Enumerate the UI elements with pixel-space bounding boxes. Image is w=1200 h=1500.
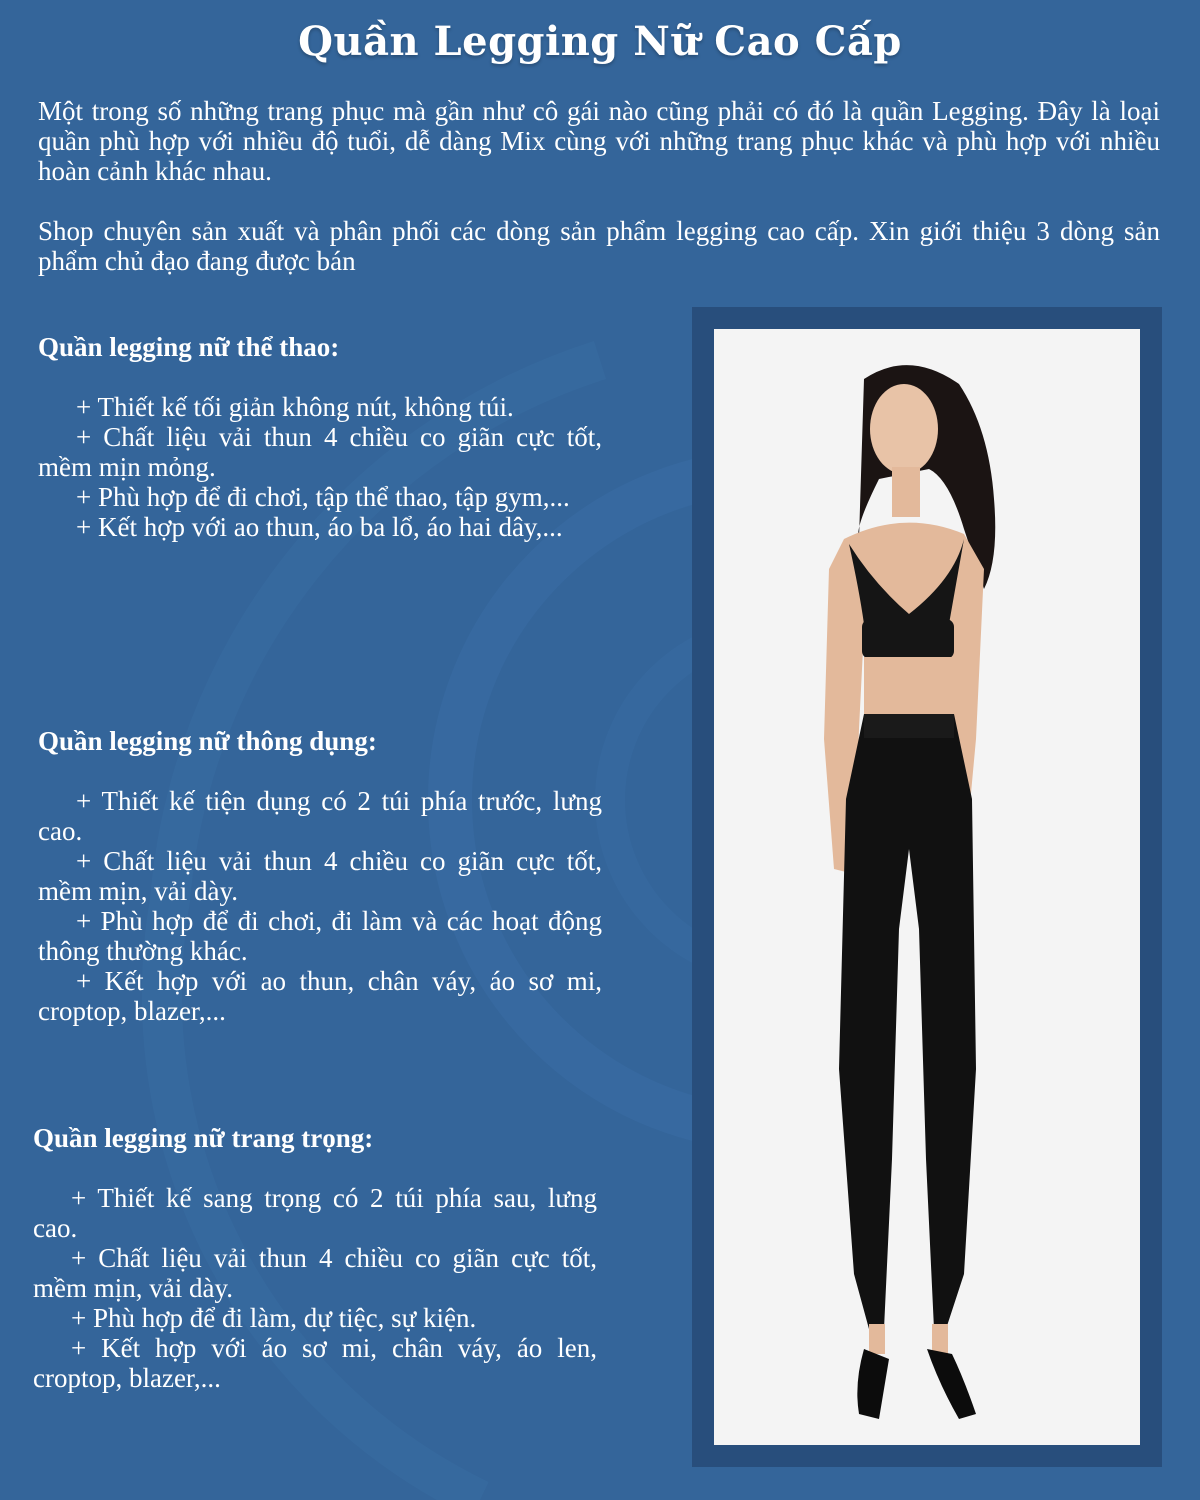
intro-text bbox=[38, 96, 1160, 306]
section-everyday bbox=[38, 726, 602, 1026]
section-sport bbox=[38, 332, 602, 542]
feature-list bbox=[38, 392, 602, 542]
list-item: + Thiết kế sang trọng có 2 túi phía sau, lưng cao. bbox=[33, 1183, 597, 1243]
list-item: + Kết hợp với áo sơ mi, chân váy, áo len, croptop, blazer,... bbox=[33, 1333, 597, 1393]
list-item: + Phù hợp để đi chơi, tập thể thao, tập gym,... bbox=[76, 482, 570, 512]
intro-paragraph-2: Shop chuyên sản xuất và phân phối các dòng sản phẩm legging cao cấp. Xin giới thiệu 3 dòng sản phẩm chủ đạo đang được bán bbox=[38, 216, 1160, 276]
feature-list bbox=[38, 786, 602, 1026]
model-photo bbox=[714, 329, 1140, 1445]
feature-list bbox=[33, 1183, 597, 1393]
page-title: Quần Legging Nữ Cao Cấp bbox=[298, 18, 902, 65]
list-item: + Kết hợp với ao thun, áo ba lổ, áo hai dây,... bbox=[76, 512, 563, 542]
list-item: + Phù hợp để đi làm, dự tiệc, sự kiện. bbox=[71, 1303, 477, 1333]
list-item: + Chất liệu vải thun 4 chiều co giãn cực tốt, mềm mịn, vải dày. bbox=[38, 846, 602, 906]
photo-frame bbox=[692, 307, 1162, 1467]
model-figure-illustration bbox=[714, 329, 1140, 1445]
intro-paragraph-1: Một trong số những trang phục mà gần như cô gái nào cũng phải có đó là quần Legging. Đây là loại quần phù hợp với nhiều độ tuổi, dễ dàng Mix cùng với những trang phục khác và phù hợp với nhiều hoàn cảnh khác nhau. bbox=[38, 96, 1160, 186]
section-heading: Quần legging nữ thông dụng: bbox=[38, 726, 377, 756]
section-heading: Quần legging nữ thể thao: bbox=[38, 332, 340, 362]
section-formal bbox=[33, 1123, 597, 1393]
list-item: + Chất liệu vải thun 4 chiều co giãn cực tốt, mềm mịn mỏng. bbox=[38, 422, 602, 482]
list-item: + Thiết kế tối giản không nút, không túi. bbox=[76, 392, 514, 422]
list-item: + Phù hợp để đi chơi, đi làm và các hoạt động thông thường khác. bbox=[38, 906, 602, 966]
section-heading: Quần legging nữ trang trọng: bbox=[33, 1123, 374, 1153]
list-item: + Thiết kế tiện dụng có 2 túi phía trước, lưng cao. bbox=[38, 786, 602, 846]
list-item: + Chất liệu vải thun 4 chiều co giãn cực tốt, mềm mịn, vải dày. bbox=[33, 1243, 597, 1303]
list-item: + Kết hợp với ao thun, chân váy, áo sơ mi, croptop, blazer,... bbox=[38, 966, 602, 1026]
